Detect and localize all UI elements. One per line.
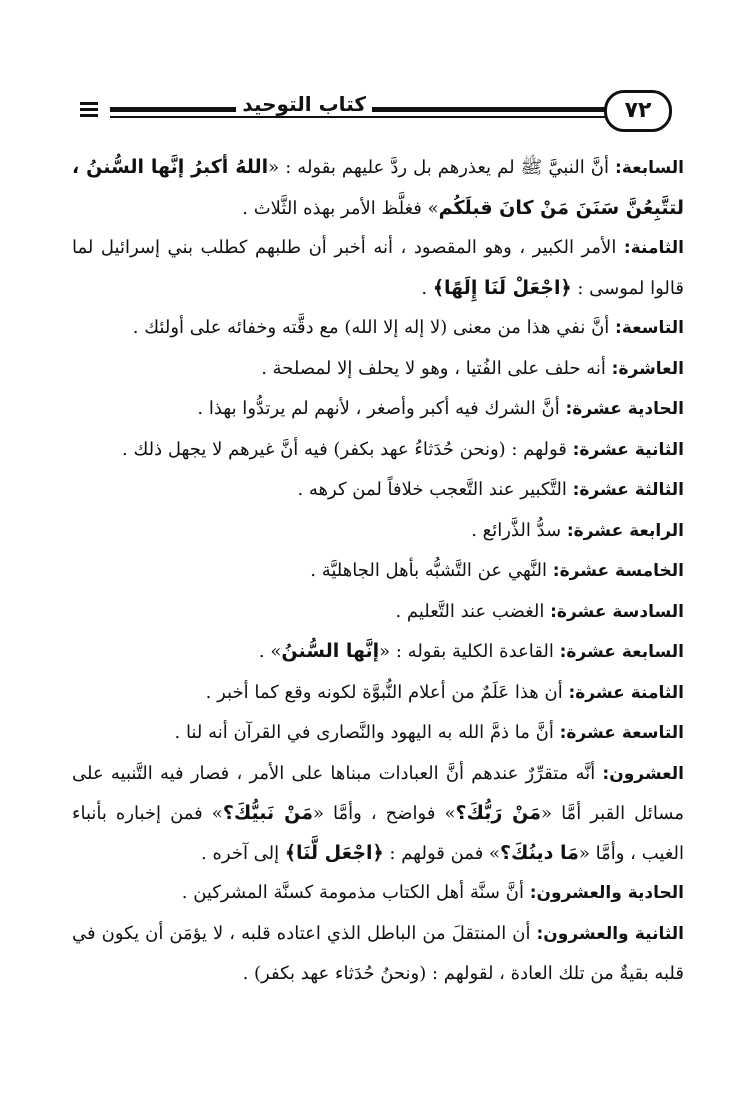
- page-body: [72, 148, 684, 994]
- benefit-label: الثامنة عشرة:: [568, 682, 684, 703]
- quoted-text: ﴿اجْعَلْ لَنَا إِلَهًا﴾: [432, 276, 572, 299]
- benefit-paragraph: [72, 873, 684, 914]
- benefit-label: الثانية عشرة:: [572, 439, 684, 460]
- benefit-text: سدُّ الذَّرائع .: [471, 519, 562, 541]
- benefit-text: التَّكبير عند التَّعجب خلافاً لمن كرهه .: [297, 479, 567, 500]
- benefit-paragraph: [72, 551, 684, 592]
- benefit-text: أنَّ ما ذمَّ الله به اليهود والنَّصارى في القرآن أنه لنا .: [174, 722, 554, 743]
- benefit-paragraph: [72, 673, 684, 714]
- benefit-label: الحادية عشرة:: [565, 399, 684, 419]
- benefit-paragraph: [72, 592, 684, 633]
- benefit-label: السابعة:: [615, 158, 684, 178]
- benefit-label: العاشرة:: [611, 358, 684, 379]
- benefit-paragraph: [72, 713, 684, 754]
- benefit-text: الأمر الكبير ، وهو المقصود ، أنه أخبر أن طلبهم كطلب بني إسرائيل لما قالوا لموسى :: [72, 237, 684, 299]
- benefit-text: أنَّ الشرك فيه أكبر وأصغر ، لأنهم لم يرتدُّوا بهذا .: [197, 398, 560, 419]
- benefit-text: أنه حلف على الفُتيا ، وهو لا يحلف إلا لمصلحة .: [261, 357, 606, 379]
- benefit-paragraph: [72, 308, 684, 349]
- benefit-paragraph: [72, 511, 684, 552]
- benefit-paragraph: [72, 228, 684, 308]
- header-rule-thin: [110, 116, 608, 118]
- benefit-text: أنَّه متقرِّرٌ عندهم أنَّ العبادات مبناها على الأمر ، فصار فيه التَّنبيه على مسائل القبر أمَّا «: [72, 762, 685, 824]
- benefit-paragraph: [72, 914, 684, 994]
- benefit-text: أنَّ النبيَّ ﷺ لم يعذرهم بل ردَّ عليهم بقوله : «: [268, 157, 609, 178]
- benefit-label: الثانية والعشرون:: [536, 923, 684, 944]
- benefit-label: الثالثة عشرة:: [572, 480, 684, 500]
- benefit-text: أنَّ سنَّة أهل الكتاب مذمومة كسنَّة المشركين .: [181, 882, 524, 903]
- benefit-text: إلى آخره .: [201, 842, 285, 864]
- benefit-text: أن المنتقلَ من الباطل الذي اعتاده قلبه ، لا يؤمَن أن يكون في قلبه بقيةٌ من تلك العادة ، لقولهم : (ونحنُ حُدَثاء عهد بكفر) .: [72, 922, 684, 984]
- quoted-text: مَنْ نَبيُّكَ؟: [222, 802, 313, 824]
- benefit-text: » فمن إخباره بأنباء الغيب ، وأمَّا «: [72, 803, 684, 864]
- benefit-text: الغضب عند التَّعليم .: [395, 600, 545, 622]
- quoted-text: إنَّها السُّننُ: [281, 640, 380, 662]
- page-header: [80, 88, 672, 132]
- benefit-label: الرابعة عشرة:: [566, 520, 684, 541]
- benefit-label: العشرون:: [602, 763, 684, 784]
- benefit-text: » فمن قولهم :: [383, 842, 501, 864]
- book-title: كتاب التوحيد: [236, 92, 372, 116]
- benefit-label: التاسعة:: [615, 318, 684, 338]
- quoted-text: اللهُ أكبرُ إنَّها السُّننُ ، لتتَّبِعُنَّ سَنَنَ مَنْ كانَ قبلَكُم: [72, 156, 684, 219]
- benefit-text: قولهم : (ونحن حُدَثاءُ عهد بكفر) فيه أنَّ غيرهم لا يجهل ذلك .: [122, 438, 567, 460]
- benefit-paragraph: [72, 470, 684, 511]
- benefit-text: » فواضح ، وأمَّا «: [312, 803, 456, 824]
- benefit-text: النَّهي عن التَّشبُّه بأهل الجاهليَّة .: [310, 560, 548, 581]
- benefit-label: السابعة عشرة:: [559, 642, 684, 662]
- benefit-paragraph: [72, 632, 684, 673]
- page-number: ٧٢: [604, 90, 672, 132]
- benefit-paragraph: [72, 148, 684, 228]
- quoted-text: مَنْ رَبُّكَ؟: [455, 802, 542, 824]
- benefit-text: أن هذا عَلَمٌ من أعلام النُّبوَّة لكونه وقع كما أخبر .: [205, 681, 563, 703]
- benefit-paragraph: [72, 389, 684, 430]
- quoted-text: ﴿اجْعَل لَّنَا﴾: [284, 841, 384, 864]
- benefit-label: الثامنة:: [623, 238, 684, 258]
- benefit-paragraph: [72, 430, 684, 471]
- benefit-text: أنَّ نفي هذا من معنى (لا إله إلا الله) مع دقَّته وخفائه على أولئك .: [132, 317, 610, 338]
- benefit-text: القاعدة الكلية بقوله : «: [379, 641, 554, 662]
- benefit-label: الخامسة عشرة:: [552, 561, 684, 581]
- benefit-paragraph: [72, 754, 684, 874]
- quoted-text: مَا دينُكَ؟: [500, 841, 579, 864]
- benefit-label: التاسعة عشرة:: [559, 723, 684, 743]
- benefit-paragraph: [72, 349, 684, 390]
- benefit-text: » .: [258, 641, 282, 662]
- benefit-text: .: [421, 277, 433, 299]
- benefit-text: » فغلَّظ الأمر بهذه الثَّلاث .: [242, 197, 439, 219]
- benefit-label: الحادية والعشرون:: [529, 883, 684, 903]
- header-ornament-icon: [80, 102, 98, 120]
- benefit-label: السادسة عشرة:: [550, 601, 684, 622]
